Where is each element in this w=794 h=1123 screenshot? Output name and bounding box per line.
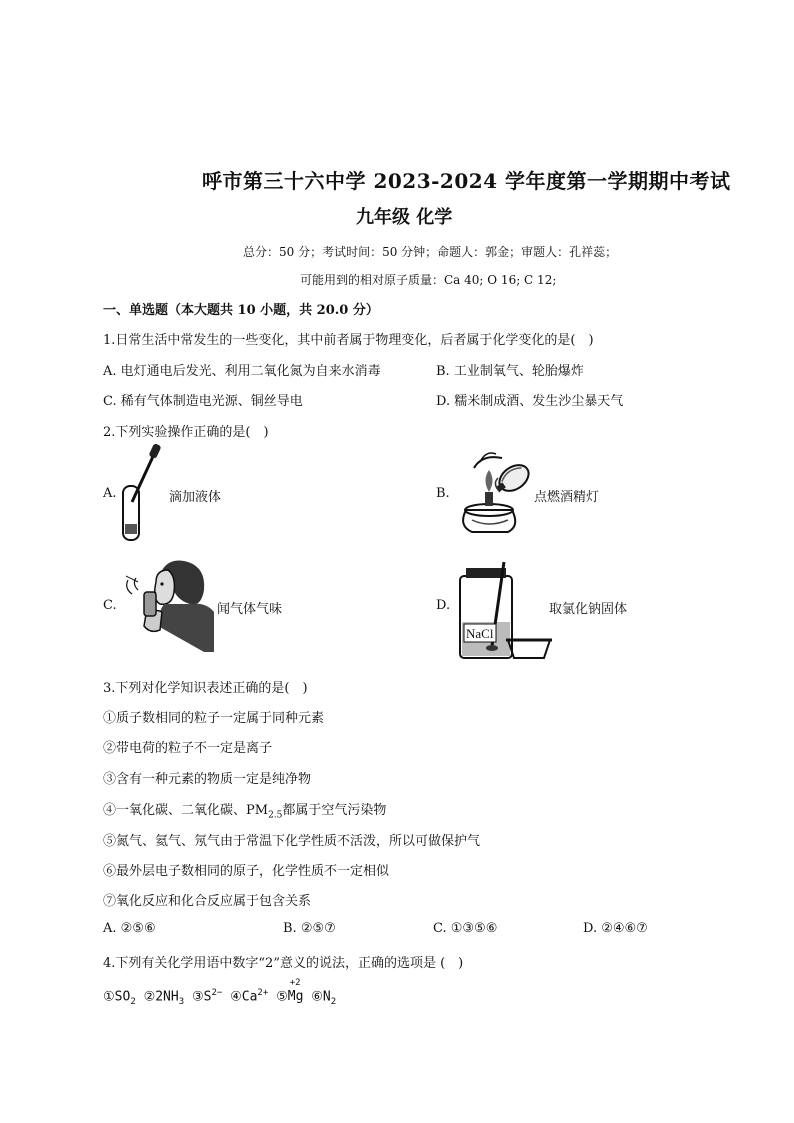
- q4-formula-6-sub: 2: [330, 996, 337, 1007]
- q4-formula-6: ⑥N: [311, 989, 331, 1005]
- q3-statement-7: ⑦氧化反应和化合反应属于包含关系: [103, 894, 312, 909]
- exam-title: 呼市第三十六中学 2023-2024 学年度第一学期期中考试: [202, 169, 731, 193]
- q2-option-a-letter: A.: [103, 486, 117, 501]
- question-3-stem: 3.下列对化学知识表述正确的是( ): [103, 681, 308, 696]
- atomic-mass-note: 可能用到的相对原子质量：Ca 40; O 16; C 12;: [300, 273, 557, 287]
- q4-formula-5-symbol: Mg: [287, 989, 304, 1005]
- q2-option-b-letter: B.: [436, 486, 450, 501]
- q3-option-c: C. ①③⑤⑥: [433, 921, 498, 936]
- q4-formula-5-element: [287, 978, 304, 1005]
- q4-formula-3: ③S: [191, 989, 212, 1005]
- q1-option-b: B. 工业制氧气、轮胎爆炸: [436, 364, 584, 379]
- q3-statement-4-tail: 都属于空气污染物: [282, 803, 387, 818]
- q4-formula-5-valence: +2: [289, 978, 301, 989]
- q1-option-a: A. 电灯通电后发光、利用二氧化氮为自来水消毒: [103, 364, 381, 379]
- q3-statement-2: ②带电荷的粒子不一定是离子: [103, 741, 273, 756]
- q3-option-b: B. ②⑤⑦: [283, 921, 336, 936]
- q4-formula-1: ①SO: [103, 989, 131, 1005]
- q3-statement-6: ⑥最外层电子数相同的原子，化学性质不一定相似: [103, 864, 390, 879]
- q2-option-c-letter: C.: [103, 598, 117, 613]
- q4-formula-3-sup: 2−: [211, 988, 223, 998]
- q2-option-c-text: 闻气体气味: [217, 602, 283, 617]
- q3-statement-5: ⑤氮气、氦气、氖气由于常温下化学性质不活泼，所以可做保护气: [103, 834, 481, 849]
- q4-formula-4-sup: 2+: [257, 988, 269, 998]
- q3-statement-1: ①质子数相同的粒子一定属于同种元素: [103, 711, 325, 726]
- q4-formula-line: [103, 978, 337, 1007]
- q3-statement-4-subscript: 2.5: [268, 810, 283, 821]
- nacl-reagent-bottle-illustration: [452, 558, 554, 662]
- q2-option-d-letter: D.: [436, 598, 451, 613]
- q3-statement-4: [103, 799, 386, 821]
- section-heading: 一、单选题（本大题共 10 小题，共 20.0 分）: [103, 303, 379, 318]
- smelling-gas-illustration: [116, 556, 214, 652]
- q2-option-d-text: 取氯化钠固体: [549, 602, 628, 617]
- q3-option-d: D. ②④⑥⑦: [583, 921, 648, 936]
- q4-formula-5: ⑤: [276, 989, 288, 1005]
- question-1-stem: 1.日常生活中常发生的一些变化，其中前者属于物理变化，后者属于化学变化的是( ): [103, 333, 594, 348]
- nacl-label: NaCl: [466, 626, 494, 641]
- q4-formula-4: ④Ca: [230, 989, 258, 1005]
- question-4-stem: 4.下列有关化学用语中数字“2”意义的说法，正确的选项是 ( ): [103, 956, 464, 971]
- q4-formula-2-sub: 3: [178, 996, 185, 1007]
- q4-formula-1-sub: 2: [130, 996, 136, 1007]
- q3-statement-3: ③含有一种元素的物质一定是纯净物: [103, 772, 312, 787]
- q3-option-a: A. ②⑤⑥: [103, 921, 156, 936]
- q1-option-c: C. 稀有气体制造电光源、铜丝导电: [103, 394, 303, 409]
- q1-option-d: D. 糯米制成酒、发生沙尘暴天气: [436, 394, 624, 409]
- dropper-test-tube-illustration: [118, 444, 168, 544]
- q2-option-a-text: 滴加液体: [169, 490, 222, 505]
- q4-formula-2: ②2NH: [143, 989, 179, 1005]
- q2-option-b-text: 点燃酒精灯: [534, 490, 600, 505]
- exam-subtitle: 九年级 化学: [356, 207, 453, 228]
- question-2-stem: 2.下列实验操作正确的是( ): [103, 425, 269, 440]
- exam-info: 总分：50 分；考试时间：50 分钟；命题人：郭金；审题人：孔祥蕊；: [243, 245, 618, 259]
- q3-statement-4-main: ④一氧化碳、二氧化碳、PM: [103, 803, 269, 818]
- alcohol-lamp-illustration: [452, 448, 536, 538]
